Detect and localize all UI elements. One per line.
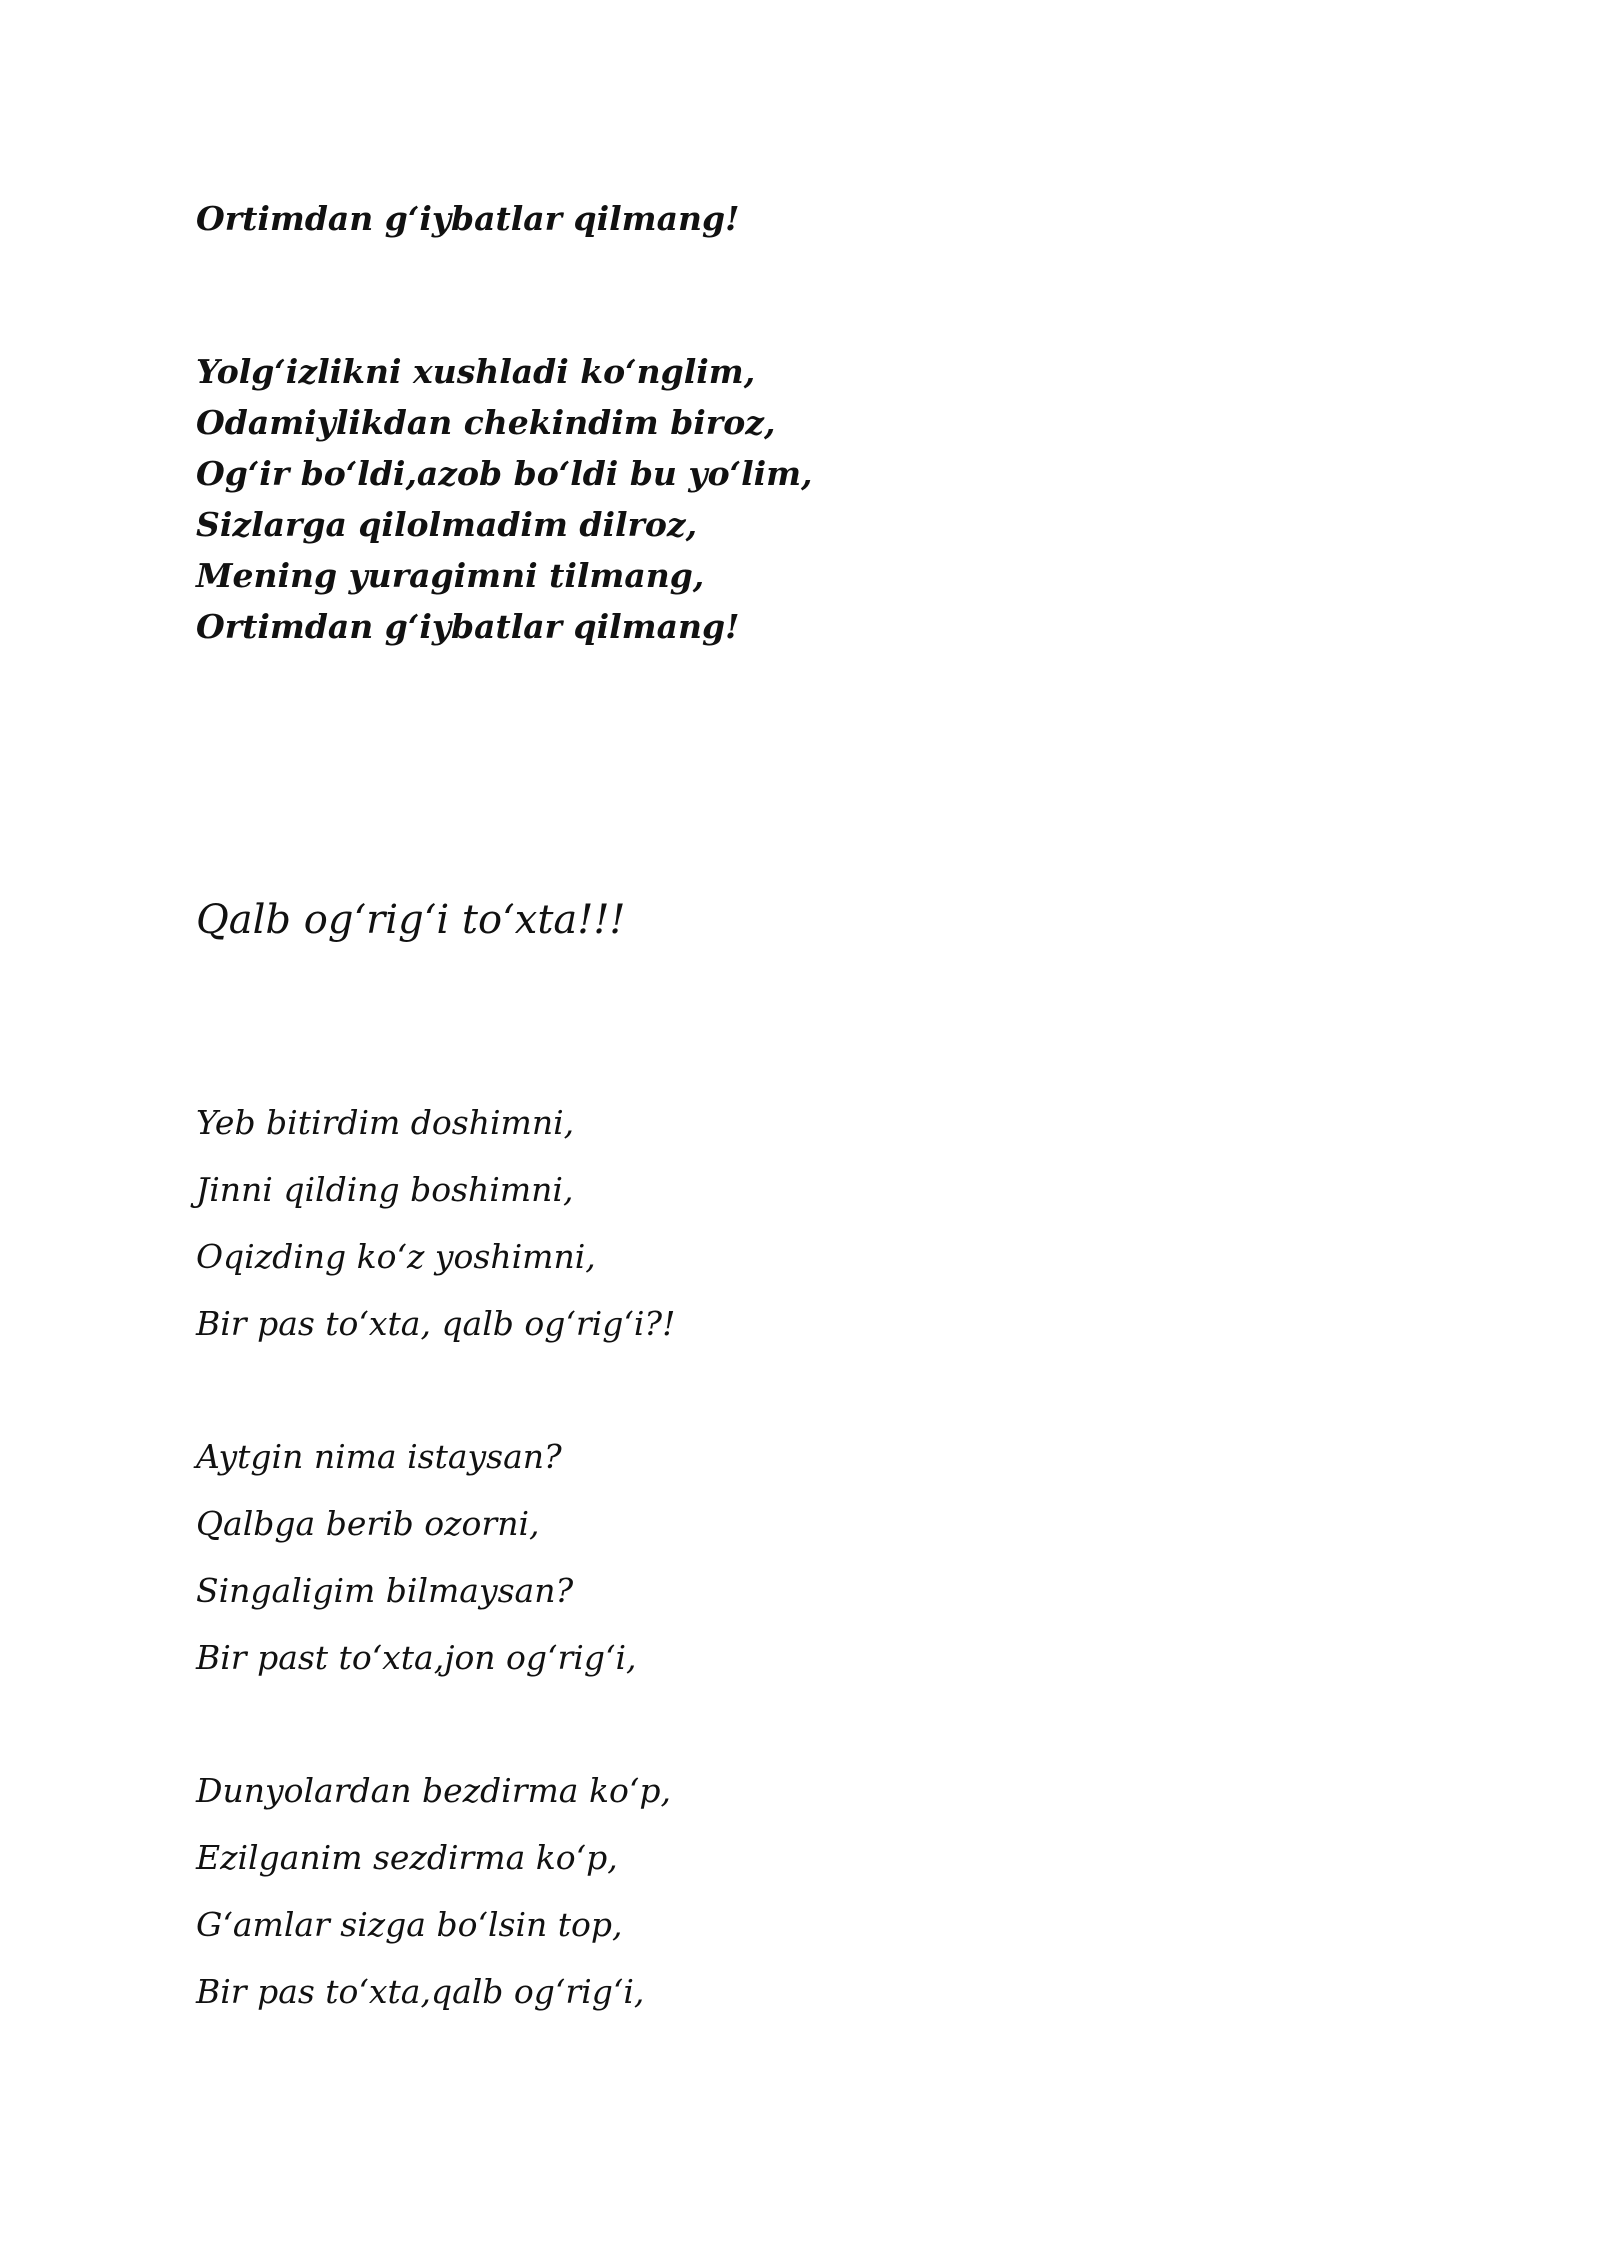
- poem2-line: Ezilganim sezdirma ko‘p,: [196, 1838, 618, 1877]
- poem1-line: Yolg‘izlikni xushladi ko‘nglim,: [196, 352, 756, 391]
- poem1-line: Ortimdan g‘iybatlar qilmang!: [196, 607, 740, 646]
- poem2-line: Dunyolardan bezdirma ko‘p,: [196, 1771, 671, 1810]
- poem1-title: Ortimdan g‘iybatlar qilmang!: [196, 199, 740, 238]
- poem2-title: Qalb og‘rig‘i to‘xta!!!: [196, 897, 626, 943]
- poem2-line: Singaligim bilmaysan?: [196, 1571, 574, 1610]
- poem1-line: Odamiylikdan chekindim biroz,: [196, 403, 776, 442]
- poem2-line: G‘amlar sizga bo‘lsin top,: [196, 1905, 623, 1944]
- poem1-line: Sizlarga qilolmadim dilroz,: [196, 505, 698, 544]
- poem1-line: Og‘ir bo‘ldi,azob bo‘ldi bu yo‘lim,: [196, 454, 813, 493]
- poem2-line: Bir past to‘xta,jon og‘rig‘i,: [196, 1638, 637, 1677]
- poem2-line: Bir pas to‘xta, qalb og‘rig‘i?!: [196, 1304, 676, 1343]
- poem2-line: Qalbga berib ozorni,: [196, 1504, 540, 1543]
- poem2-line: Aytgin nima istaysan?: [196, 1437, 562, 1476]
- poem2-line: Oqizding ko‘z yoshimni,: [196, 1237, 596, 1276]
- poem1-line: Mening yuragimni tilmang,: [196, 556, 705, 595]
- poem2-line: Yeb bitirdim doshimni,: [196, 1103, 575, 1142]
- poem2-line: Bir pas to‘xta,qalb og‘rig‘i,: [196, 1972, 645, 2011]
- poem2-line: Jinni qilding boshimni,: [196, 1170, 574, 1209]
